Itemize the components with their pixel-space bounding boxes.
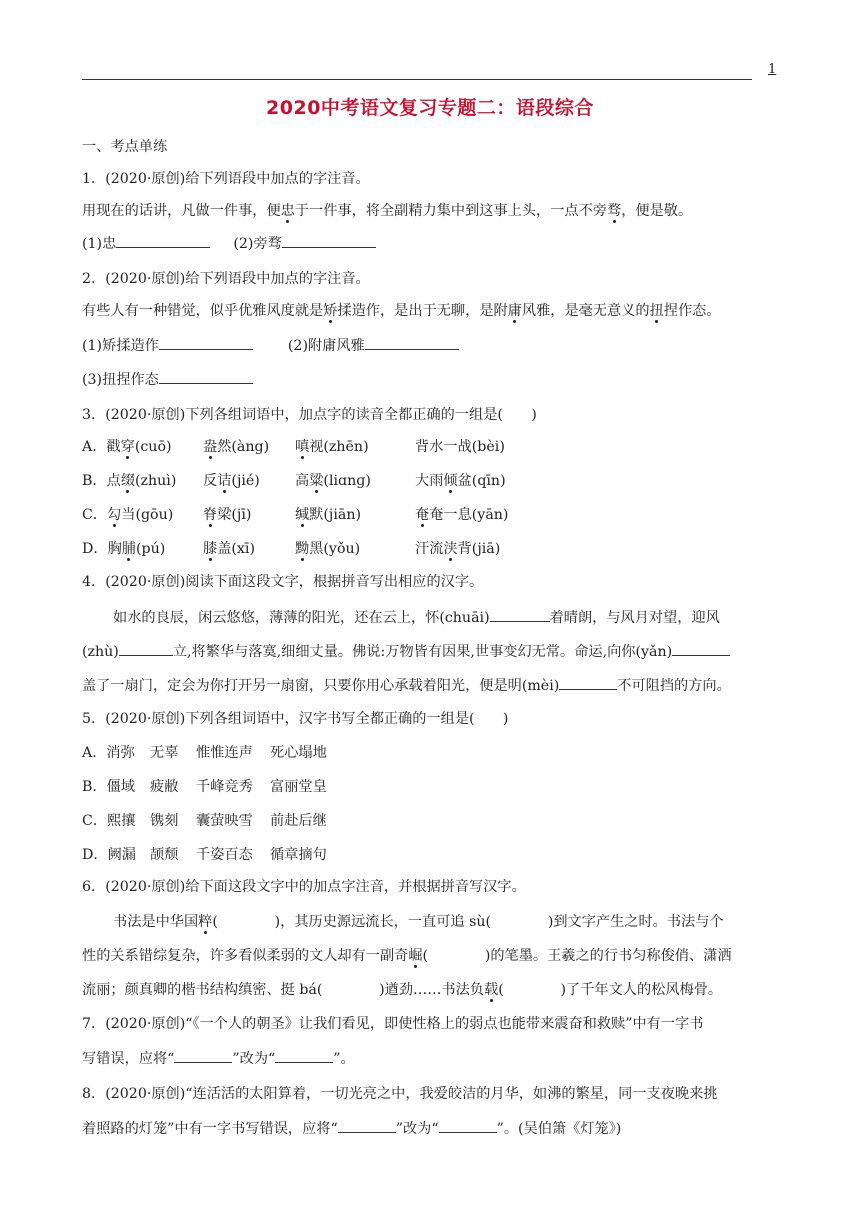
q5-option-item: D．阙漏: [82, 847, 136, 863]
emphasis-dot-char: 缄: [295, 507, 310, 523]
q4-heading: 4．(2020·原创)阅读下面这段文字，根据拼音写出相应的汉字。: [82, 574, 484, 590]
q5-option-item: 无辜: [150, 745, 179, 761]
q2-heading: 2．(2020·原创)给下列语段中加点的字注音。: [82, 271, 370, 287]
q3-option-item: 背水一战(bèi): [415, 439, 505, 455]
q3-option-item: 脊梁(jī): [203, 507, 252, 523]
emphasis-dot-char: 倾: [443, 473, 458, 489]
q2-answers-row2: [82, 369, 253, 390]
q5-option-item: 富丽堂皇: [270, 779, 327, 795]
q2-passage: 有些人有一种错觉，似乎优雅风度就是矫揉造作，是出于无聊，是附庸风雅，是毫无意义的扭捏作态。: [82, 303, 721, 319]
q6-line-1: 书法是中华国粹( )，其历史源远流长，一直可追 sù( )到文字产生之时。书法与个: [113, 914, 724, 930]
emphasis-dot-char: 缀: [120, 473, 136, 489]
q3-heading: 3．(2020·原创)下列各组词语中，加点字的读音全都正确的一组是( ): [82, 407, 537, 423]
q2-answer-2-label: (2)附庸风雅: [287, 338, 365, 354]
q3-option-item: 黝黑(yǒu): [295, 541, 361, 557]
emphasis-dot-char: 脊: [203, 507, 218, 523]
q6-line-2: 性的关系错综复杂，许多看似柔弱的文人却有一副奇崛( )的笔墨。王羲之的行书匀称俊俏、潇洒: [82, 948, 732, 964]
emphasis-dot-char: 粱: [309, 473, 324, 489]
q3-option-item: 大雨倾盆(qīn): [415, 473, 506, 489]
emphasis-dot-char: 奄: [415, 507, 430, 523]
emphasis-dot-char: 崛: [408, 948, 423, 964]
q3-option-item: D．胸脯(pú): [82, 541, 166, 557]
q3-option-item: C．勾当(gōu): [82, 507, 174, 523]
q8-line-2: 着照路的灯笼”中有一字书写错误，应将“ ”改为“ ”。(吴伯箫《灯笼》): [82, 1118, 621, 1139]
answer-blank[interactable]: [275, 1048, 333, 1063]
q1-heading: 1．(2020·原创)给下列语段中加点的字注音。: [82, 171, 370, 187]
emphasis-dot-char: 勾: [107, 507, 122, 523]
emphasis-dot-char: 骛: [606, 203, 622, 219]
answer-blank[interactable]: [672, 641, 730, 656]
q5-option-item: 死心塌地: [270, 745, 327, 761]
answer-blank[interactable]: [559, 675, 617, 690]
emphasis-dot-char: 黝: [295, 541, 310, 557]
page-number: 1: [768, 62, 777, 77]
q3-option-item: 盎然(àng): [203, 439, 270, 455]
page-title: 2020中考语文复习专题二：语段综合: [266, 97, 594, 119]
emphasis-dot-char: 矫: [323, 303, 338, 319]
q5-option-item: 前赴后继: [270, 813, 327, 829]
emphasis-dot-char: 粹: [198, 914, 213, 930]
q5-heading: 5．(2020·原创)下列各组词语中，汉字书写全都正确的一组是( ): [82, 711, 509, 727]
answer-blank[interactable]: [282, 233, 376, 248]
q3-option-item: 高粱(liɑnɡ): [295, 473, 371, 489]
q3-option-item: 奄奄一息(yān): [415, 507, 509, 523]
q1-answer-2-label: (2)旁骛: [233, 236, 282, 252]
q6-heading: 6．(2020·原创)给下面这段文字中的加点字注音，并根据拼音写汉字。: [82, 879, 526, 895]
q5-option-item: 颉颓: [150, 847, 179, 863]
q1-passage: 用现在的话讲，凡做一件事，便忠于一件事，将全副精力集中到这事上头，一点不旁骛，便是敬。: [82, 203, 693, 219]
emphasis-dot-char: 盎: [203, 439, 218, 455]
q5-option-item: 镌刻: [150, 813, 179, 829]
q7-line-2: 写错误，应将“ ”改为“ ”。: [82, 1048, 355, 1069]
q3-option-item: 反诘(jié): [203, 473, 260, 489]
q1-answer-1-label: (1)忠: [82, 236, 117, 252]
q2-answer-3-label: (3)扭捏作态: [82, 372, 159, 388]
answer-blank[interactable]: [116, 233, 210, 248]
emphasis-dot-char: 诘: [217, 473, 232, 489]
q5-option-item: A．消弥: [82, 745, 135, 761]
q5-option-item: 千姿百态: [196, 847, 253, 863]
q3-option-item: 嗔视(zhēn): [295, 439, 369, 455]
q2-answers-row1: [82, 335, 459, 356]
q4-line-1: 如水的良辰，闲云悠悠，薄薄的阳光，还在云上，怀(chuāi) 着晴朗，与风月对望，迎风: [113, 607, 720, 628]
q4-line-3: 盖了一扇门，定会为你打开另一扇窗，只要你用心承载着阳光，便是明(mèi) 不可阻挡的方向。: [82, 675, 731, 696]
q5-option-item: C．熙攘: [82, 813, 136, 829]
q3-option-item: 膝盖(xī): [203, 541, 255, 557]
section-heading: 一、考点单练: [82, 139, 168, 155]
emphasis-dot-char: 庸: [507, 303, 522, 319]
q4-line-2: (zhù) 立,将繁华与落寞,细细丈量。佛说:万物皆有因果,世事变幻无常。命运,向你(yǎn): [82, 641, 730, 662]
header-rule: [82, 79, 752, 80]
answer-blank[interactable]: [338, 1118, 396, 1133]
emphasis-dot-char: 脯: [121, 541, 136, 557]
answer-blank[interactable]: [159, 369, 253, 384]
emphasis-dot-char: 扭: [649, 303, 664, 319]
q3-option-item: B．点缀(zhuì): [82, 473, 177, 489]
answer-blank[interactable]: [490, 607, 550, 622]
q5-option-item: 惟惟连声: [196, 745, 253, 761]
q5-option-item: 循章摘句: [270, 847, 327, 863]
answer-blank[interactable]: [119, 641, 173, 656]
emphasis-dot-char: 忠: [280, 203, 295, 219]
q3-option-item: A．戳穿(cuō): [82, 439, 172, 455]
answer-blank[interactable]: [365, 335, 459, 350]
q7-line-1: 7．(2020·原创)“《一个人的朝圣》让我们看见，即使性格上的弱点也能带来震奋和救赎”中有一字书: [82, 1016, 704, 1032]
q3-option-item: 汗流浃背(jiā): [415, 541, 501, 557]
q1-answers: [82, 233, 376, 254]
q3-option-item: 缄默(jiān): [295, 507, 361, 523]
q5-option-item: B．僵域: [82, 779, 135, 795]
q6-line-3: 流丽；颜真卿的楷书结构缜密、挺 bá( )遒劲……书法负载( )了千年文人的松风梅骨。: [82, 982, 723, 998]
emphasis-dot-char: 穿: [120, 439, 135, 455]
answer-blank[interactable]: [439, 1118, 497, 1133]
q5-option-item: 囊萤映雪: [196, 813, 253, 829]
answer-blank[interactable]: [159, 335, 253, 350]
answer-blank[interactable]: [174, 1048, 232, 1063]
emphasis-dot-char: 浃: [443, 541, 458, 557]
emphasis-dot-char: 嗔: [295, 439, 310, 455]
q2-answer-1-label: (1)矫揉造作: [82, 338, 159, 354]
emphasis-dot-char: 膝: [203, 541, 218, 557]
q5-option-item: 千峰竞秀: [196, 779, 253, 795]
q5-option-item: 疲敝: [150, 779, 179, 795]
emphasis-dot-char: 载: [484, 982, 499, 998]
q8-line-1: 8．(2020·原创)“连活活的太阳算着，一切光亮之中，我爱皎洁的月华，如沸的繁星，同一支夜晚来挑: [82, 1086, 718, 1102]
